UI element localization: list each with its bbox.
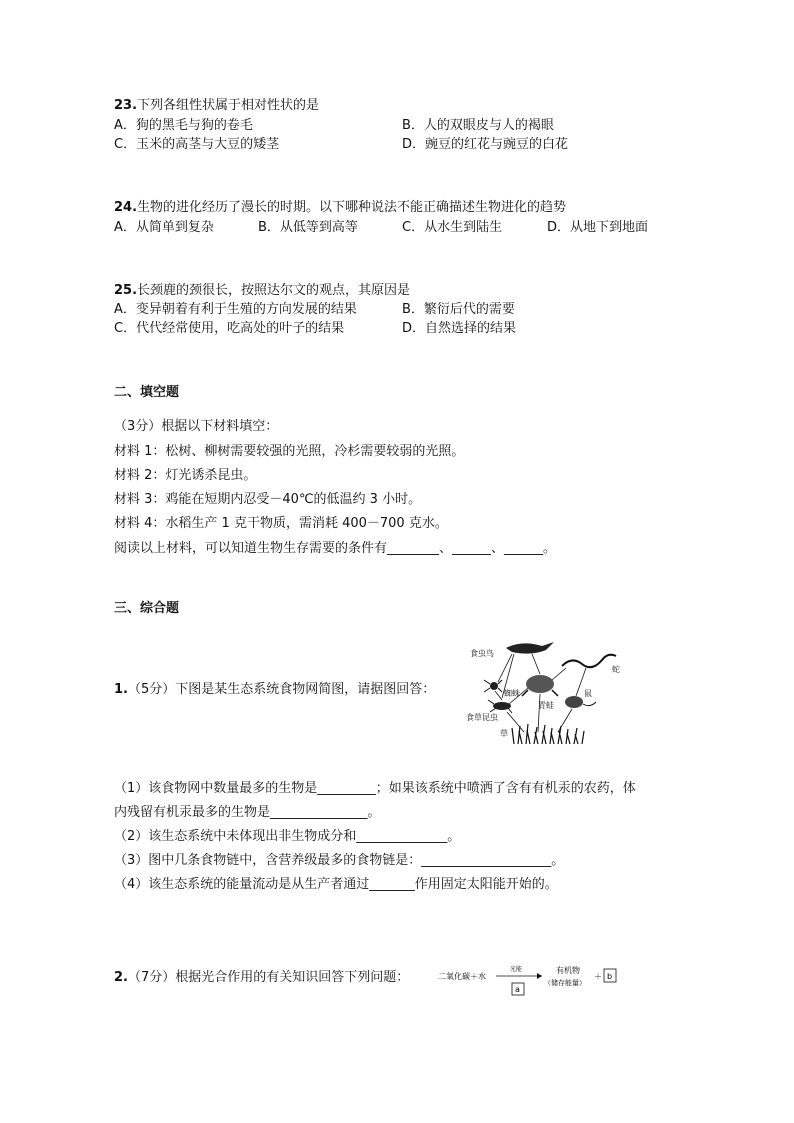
q24-option-c: C．从水生到陆生	[402, 220, 503, 235]
grass-drawing	[512, 724, 584, 744]
q1-stem	[114, 681, 435, 699]
formula-reactants: 二氧化碳＋水	[438, 972, 486, 981]
question-number: 2.	[114, 970, 128, 985]
bird-drawing	[506, 642, 554, 654]
formula-plus: ＋	[594, 972, 602, 981]
box-b-label: b	[607, 972, 613, 981]
question-text: 长颈鹿的颈很长，按照达尔文的观点，其原因是	[137, 283, 411, 298]
section-2-title: 二、填空题	[114, 385, 180, 400]
label-frog: 青蛙	[538, 701, 554, 710]
q24-option-b: B．从低等到高等	[258, 220, 358, 235]
photosynthesis-formula	[438, 962, 624, 998]
q1-sub-1a: （1）该食物网中数量最多的生物是_________；如果该系统中喷洒了含有有机汞的农药，体	[114, 781, 636, 796]
q25-option-d: D．自然选择的结果	[402, 321, 517, 336]
material-2: 材料 2：灯光诱杀昆虫。	[114, 468, 257, 483]
label-spider: 蜘蛛	[504, 689, 520, 698]
food-web-figure	[462, 636, 634, 748]
q23-option-d: D．豌豆的红花与豌豆的白花	[402, 137, 569, 152]
q1-sub-1b: 内残留有机汞最多的生物是_______________。	[114, 805, 381, 820]
formula-product-note: （储存能量）	[544, 979, 586, 987]
q23-option-a: A．狗的黑毛与狗的卷毛	[114, 118, 253, 133]
q25-option-a: A．变异朝着有利于生殖的方向发展的结果	[114, 302, 357, 317]
material-3: 材料 3：鸡能在短期内忍受－40℃的低温约 3 小时。	[114, 492, 422, 507]
q23-option-c: C．玉米的高茎与大豆的矮茎	[114, 137, 280, 152]
q25-option-c: C．代代经常使用，吃高处的叶子的结果	[114, 321, 345, 336]
q1-sub-2: （2）该生态系统中未体现出非生物成分和______________。	[114, 829, 461, 844]
label-insectivorous-bird: 食虫鸟	[470, 649, 494, 658]
question-number: 23.	[114, 98, 138, 113]
q24-option-d: D．从地下到地面	[547, 220, 649, 235]
q23-option-b: B．人的双眼皮与人的褐眼	[402, 118, 554, 133]
formula-arrowhead	[537, 973, 542, 979]
spider-drawing	[490, 682, 498, 690]
question-number: 24.	[114, 200, 138, 215]
q1-sub-3: （3）图中几条食物链中，含营养级最多的食物链是：____________________。	[114, 853, 565, 868]
label-grass: 草	[500, 729, 508, 738]
label-snake: 蛇	[612, 665, 620, 674]
label-mouse: 鼠	[584, 689, 592, 698]
question-text: 下列各组性状属于相对性状的是	[137, 98, 320, 113]
section-2-intro: （3分）根据以下材料填空：	[114, 419, 279, 434]
question-25-stem	[114, 282, 410, 300]
box-a-label: a	[515, 985, 520, 994]
question-23-stem	[114, 97, 319, 115]
q25-option-b: B．繁衍后代的需要	[402, 302, 515, 317]
question-text: 生物的进化经历了漫长的时期。以下哪种说法不能正确描述生物进化的趋势	[137, 200, 567, 215]
section-3-title: 三、综合题	[114, 601, 180, 616]
material-4: 材料 4：水稻生产 1 克干物质，需消耗 400－700 克水。	[114, 516, 448, 531]
q1-sub-4: （4）该生态系统的能量流动是从生产者通过_______作用固定太阳能开始的。	[114, 877, 558, 892]
material-1: 材料 1：松树、柳树需要较强的光照，冷杉需要较弱的光照。	[114, 444, 465, 459]
q2-stem	[114, 969, 409, 987]
question-number: 25.	[114, 283, 138, 298]
question-text: （5分）下图是某生态系统食物网简图，请据图回答：	[127, 682, 436, 697]
frog-drawing	[526, 675, 554, 693]
q24-option-a: A．从简单到复杂	[114, 220, 214, 235]
snake-drawing	[562, 655, 616, 668]
question-number: 1.	[114, 682, 128, 697]
formula-light-energy: 光能	[510, 966, 523, 973]
mouse-drawing	[565, 696, 583, 708]
question-text: （7分）根据光合作用的有关知识回答下列问题：	[127, 970, 410, 985]
fill-blank-question: 阅读以上材料，可以知道生物生存需要的条件有________、______、______。	[114, 541, 557, 556]
question-24-stem	[114, 199, 566, 217]
formula-product: 有机物	[556, 966, 580, 975]
label-grass-insect: 食草昆虫	[466, 713, 498, 722]
